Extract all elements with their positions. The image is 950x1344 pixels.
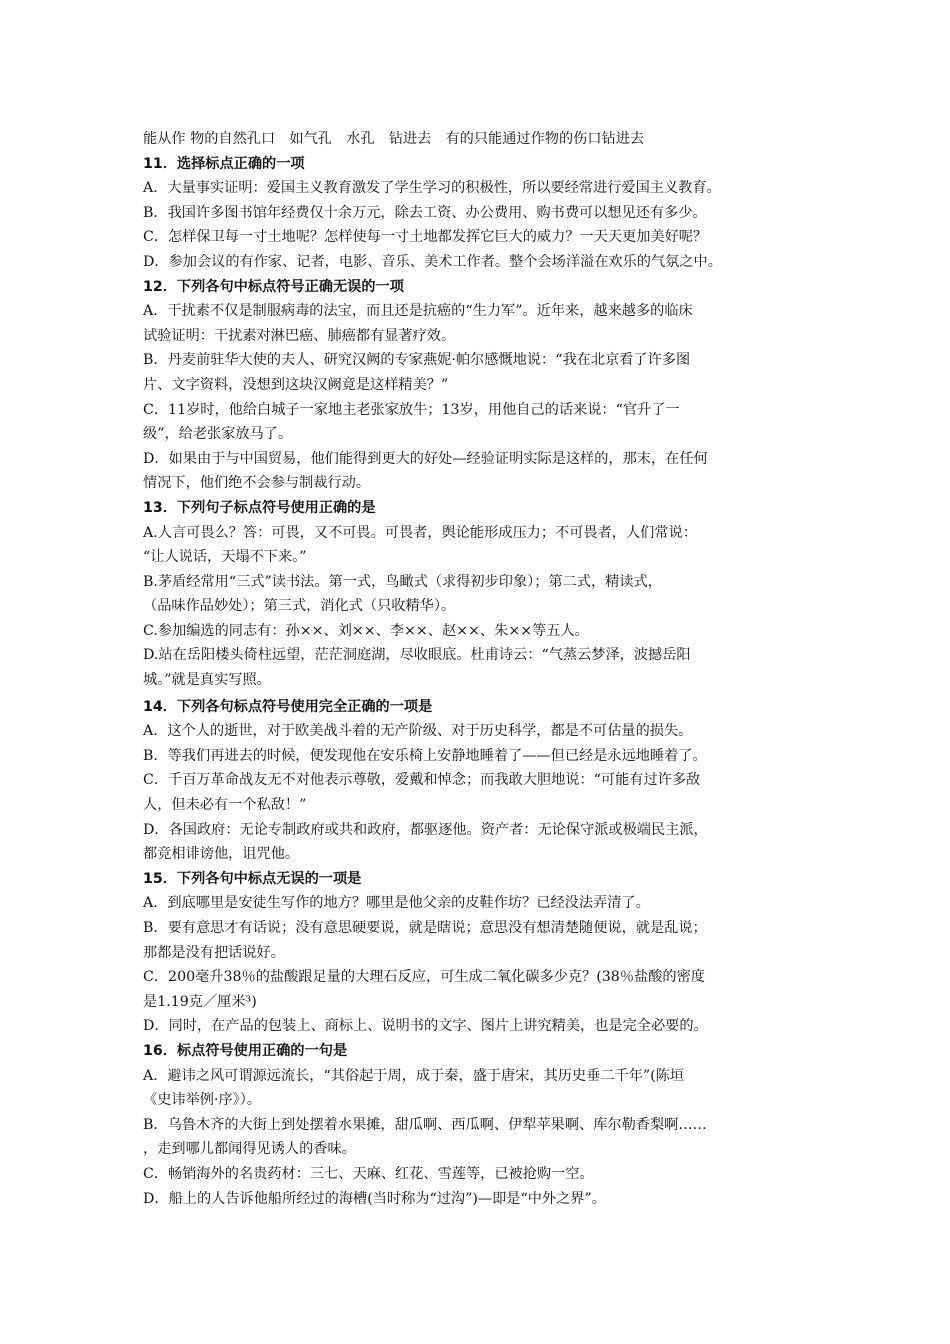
- option-line: B．等我们再进去的时候，便发现他在安乐椅上安静地睡着了——但已经是永远地睡着了。: [143, 747, 707, 764]
- option-line: A．大量事实证明：爱国主义教育激发了学生学习的积极性，所以要经常进行爱国主义教育。: [143, 180, 721, 197]
- option-line: A．避讳之风可谓源远流长，“其俗起于周，成于秦，盛于唐宋，其历史垂二千年”(陈垣: [143, 1067, 685, 1084]
- option-line: 人，但未必有一个私敌！”: [143, 797, 307, 814]
- option-line: D．同时，在产品的包装上、商标上、说明书的文字、图片上讲究精美，也是完全必要的。: [143, 1018, 708, 1035]
- option-line: C.参加编选的同志有：孙××、刘××、李××、赵××、朱××等五人。: [143, 622, 589, 639]
- option-line: 级”，给老张家放马了。: [143, 426, 293, 443]
- question-heading-13: 13．下列句子标点符号使用正确的是: [143, 499, 376, 516]
- option-line: 那都是没有把话说好。: [143, 944, 285, 961]
- option-line: B．乌鲁木齐的大街上到处摆着水果摊，甜瓜啊、西瓜啊、伊犁苹果啊、库尔勒香梨啊……: [143, 1116, 707, 1133]
- option-line: 试验证明：干扰素对淋巴癌、肺癌都有显著疗效。: [143, 327, 456, 344]
- question-heading-11: 11．选择标点正确的一项: [143, 155, 305, 172]
- option-line: B．要有意思才有话说；没有意思硬要说，就是瞎说；意思没有想清楚随便说，就是乱说；: [143, 920, 707, 936]
- option-line: 情况下，他们绝不会参与制裁行动。: [143, 475, 371, 492]
- option-line: 是1.19克／厘米³): [143, 993, 257, 1010]
- option-line: C．200毫升38％的盐酸跟足量的大理石反应，可生成二氧化碳多少克？(38％盐酸的密度: [143, 969, 705, 986]
- option-line: C．11岁时，他给白城子一家地主老张家放牛；13岁，用他自己的话来说：“官升了一: [143, 401, 680, 418]
- option-line: C．畅销海外的名贵药材：三七、天麻、红花、雪莲等，已被抢购一空。: [143, 1165, 594, 1182]
- option-line: D.站在岳阳楼头倚柱远望，茫茫洞庭湖，尽收眼底。杜甫诗云：“气蒸云梦泽，波撼岳阳: [143, 647, 691, 664]
- option-line: 都竞相诽谤他，诅咒他。: [143, 846, 300, 863]
- question-heading-12: 12．下列各句中标点符号正确无误的一项: [143, 278, 404, 295]
- document-body: [143, 127, 823, 1211]
- option-line: C．千百万革命战友无不对他表示尊敬，爱戴和悼念；而我敢大胆地说：“可能有过许多敌: [143, 772, 701, 789]
- option-line: A．干扰素不仅是制服病毒的法宝，而且还是抗癌的“生力军”。近年来，越来越多的临床: [143, 303, 693, 320]
- option-line: “让人说话，天塌不下来。”: [143, 549, 307, 566]
- option-line: 《史讳举例·序》）。: [143, 1092, 261, 1109]
- option-line: A．这个人的逝世，对于欧美战斗着的无产阶级、对于历史科学，都是不可估量的损失。: [143, 723, 693, 740]
- option-line: D．如果由于与中国贸易，他们能得到更大的好处—经验证明实际是这样的，那末，在任何: [143, 450, 708, 467]
- option-line: B．丹麦前驻华大使的夫人、研究汉阙的专家燕妮·帕尔感慨地说：“我在北京看了许多图: [143, 352, 691, 369]
- question-heading-16: 16．标点符号使用正确的一句是: [143, 1042, 348, 1059]
- option-line: 城。”就是真实写照。: [143, 672, 271, 689]
- option-line: 片、文字资料，没想到这块汉阙竟是这样精美？”: [143, 376, 449, 393]
- option-line: D．各国政府：无论专制政府或共和政府，都驱逐他。资产者：无论保守派或极端民主派，: [143, 821, 708, 838]
- option-line: A.人言可畏么？答：可畏，又不可畏。可畏者，舆论能形成压力；不可畏者，人们常说：: [143, 524, 697, 541]
- option-line: （品味作品妙处）；第三式，消化式（只收精华）。: [143, 598, 456, 615]
- option-line: D．参加会议的有作家、记者，电影、音乐、美术工作者。整个会场洋溢在欢乐的气氛之中。: [143, 253, 722, 270]
- option-line: A．到底哪里是安徒生写作的地方？哪里是他父亲的皮鞋作坊？已经没法弄清了。: [143, 895, 650, 912]
- text-line: 能从作 物的自然孔口 如气孔 水孔 钻进去 有的只能通过作物的伤口钻进去: [143, 131, 645, 147]
- option-line: B．我国许多图书馆年经费仅十余万元，除去工资、办公费用、购书费可以想见还有多少。: [143, 204, 707, 221]
- question-heading-14: 14．下列各句标点符号使用完全正确的一项是: [143, 698, 433, 715]
- option-line: D．船上的人告诉他船所经过的海槽(当时称为“过沟”)—即是“中外之界”。: [143, 1190, 606, 1207]
- option-line: C．怎样保卫每一寸土地呢？怎样使每一寸土地都发挥它巨大的威力？一天天更加美好呢？: [143, 229, 708, 246]
- option-line: B.茅盾经常用“三式”读书法。第一式，鸟瞰式（求得初步印象）；第二式，精读式，: [143, 573, 662, 590]
- option-line: ，走到哪儿都闻得见诱人的香味。: [143, 1141, 356, 1158]
- question-heading-15: 15．下列各句中标点无误的一项是: [143, 870, 362, 887]
